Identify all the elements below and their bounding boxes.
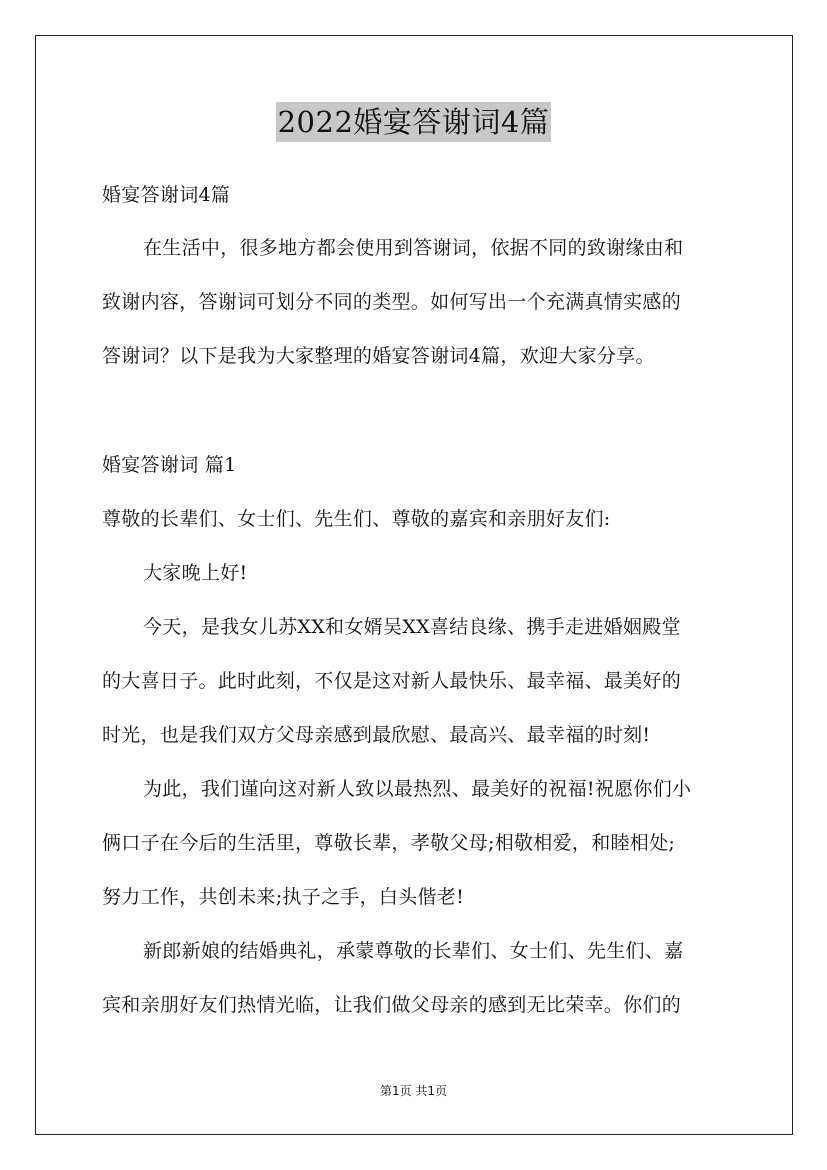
paragraph-line: 新郎新娘的结婚典礼，承蒙尊敬的长辈们、女士们、先生们、嘉 [143, 940, 684, 962]
paragraph-line: 努力工作，共创未来;执子之手，白头偕老! [102, 886, 465, 908]
intro-line: 在生活中，很多地方都会使用到答谢词，依据不同的致谢缘由和 [143, 237, 684, 259]
paragraph-line: 时光，也是我们双方父母亲感到最欣慰、最高兴、最幸福的时刻! [102, 724, 651, 746]
greeting: 大家晚上好! [143, 562, 248, 584]
title-container [0, 102, 827, 142]
section-heading: 婚宴答谢词 篇1 [102, 454, 237, 476]
paragraph-line: 今天，是我女儿苏XX和女婿吴XX喜结良缘、携手走进婚姻殿堂 [143, 616, 681, 638]
page-footer: 第1页 共1页 [379, 1084, 448, 1098]
document-title: 2022婚宴答谢词4篇 [276, 102, 552, 142]
paragraph-line: 为此，我们谨向这对新人致以最热烈、最美好的祝福!祝愿你们小 [143, 778, 692, 800]
salutation: 尊敬的长辈们、女士们、先生们、尊敬的嘉宾和亲朋好友们: [102, 508, 611, 530]
paragraph-line: 宾和亲朋好友们热情光临，让我们做父母亲的感到无比荣幸。你们的 [102, 994, 682, 1016]
intro-line: 答谢词？以下是我为大家整理的婚宴答谢词4篇，欢迎大家分享。 [102, 345, 655, 367]
document-subtitle: 婚宴答谢词4篇 [102, 184, 231, 206]
paragraph-line: 俩口子在今后的生活里，尊敬长辈，孝敬父母;相敬相爱，和睦相处; [102, 832, 676, 854]
intro-line: 致谢内容，答谢词可划分不同的类型。如何写出一个充满真情实感的 [102, 291, 682, 313]
paragraph-line: 的大喜日子。此时此刻，不仅是这对新人最快乐、最幸福、最美好的 [102, 670, 682, 692]
